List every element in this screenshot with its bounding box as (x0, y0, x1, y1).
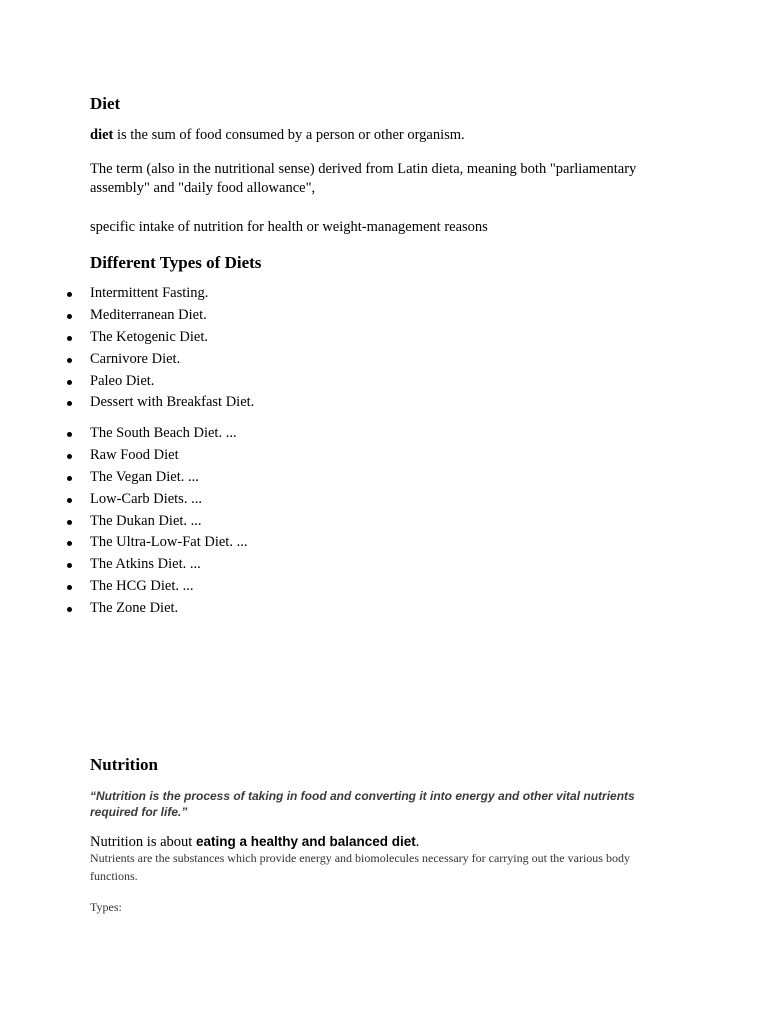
nutrition-heading: Nutrition (90, 755, 158, 774)
bullet-icon (67, 358, 72, 363)
bullet-icon (67, 476, 72, 481)
types-label: Types: (90, 900, 122, 914)
types-heading: Different Types of Diets (90, 253, 262, 272)
list-item: The Dukan Diet. ... (90, 511, 247, 533)
nutrition-about-prefix: Nutrition is about (90, 834, 196, 850)
list-item: Dessert with Breakfast Diet. (90, 392, 254, 414)
diet-specific-paragraph: specific intake of nutrition for health or weight-management reasons (90, 219, 488, 235)
nutrition-about-suffix: . (415, 834, 420, 850)
list-item: Low-Carb Diets. ... (90, 489, 247, 511)
list-item: The Ketogenic Diet. (90, 327, 254, 349)
bullet-icon (67, 292, 72, 297)
list-item: Mediterranean Diet. (90, 305, 254, 327)
list-item: The Zone Diet. (90, 598, 247, 620)
nutrients-paragraph: Nutrients are the substances which provide energy and biomolecules necessary for carrying out the various body functions. (90, 851, 630, 883)
list-item: The Vegan Diet. ... (90, 467, 247, 489)
bullet-icon (67, 541, 72, 546)
list-item: The HCG Diet. ... (90, 576, 247, 598)
list-item: Raw Food Diet (90, 445, 247, 467)
diet-types-list-1 (90, 283, 254, 414)
list-item: The Atkins Diet. ... (90, 554, 247, 576)
bullet-icon (67, 454, 72, 459)
diet-definition (90, 126, 680, 145)
bullet-icon (67, 336, 72, 341)
bullet-icon (67, 520, 72, 525)
diet-term-paragraph: The term (also in the nutritional sense) derived from Latin dieta, meaning both "parliamentary assembly" and "daily food allowance", (90, 161, 637, 196)
bullet-icon (67, 432, 72, 437)
diet-types-list-2 (90, 423, 247, 620)
bullet-icon (67, 314, 72, 319)
diet-heading: Diet (90, 94, 121, 113)
list-item: The South Beach Diet. ... (90, 423, 247, 445)
bullet-icon (67, 585, 72, 590)
list-item: Paleo Diet. (90, 371, 254, 393)
list-item: Intermittent Fasting. (90, 283, 254, 305)
diet-definition-term: diet (90, 127, 114, 143)
diet-definition-text: is the sum of food consumed by a person or other organism. (113, 127, 465, 143)
list-item: The Ultra-Low-Fat Diet. ... (90, 532, 247, 554)
nutrition-quote: “Nutrition is the process of taking in food and converting it into energy and other vital nutrients required for life.” (90, 789, 635, 819)
nutrition-about-emphasis: eating a healthy and balanced diet (195, 834, 416, 849)
bullet-icon (67, 401, 72, 406)
bullet-icon (67, 563, 72, 568)
bullet-icon (67, 498, 72, 503)
bullet-icon (67, 380, 72, 385)
bullet-icon (67, 607, 72, 612)
list-item: Carnivore Diet. (90, 349, 254, 371)
